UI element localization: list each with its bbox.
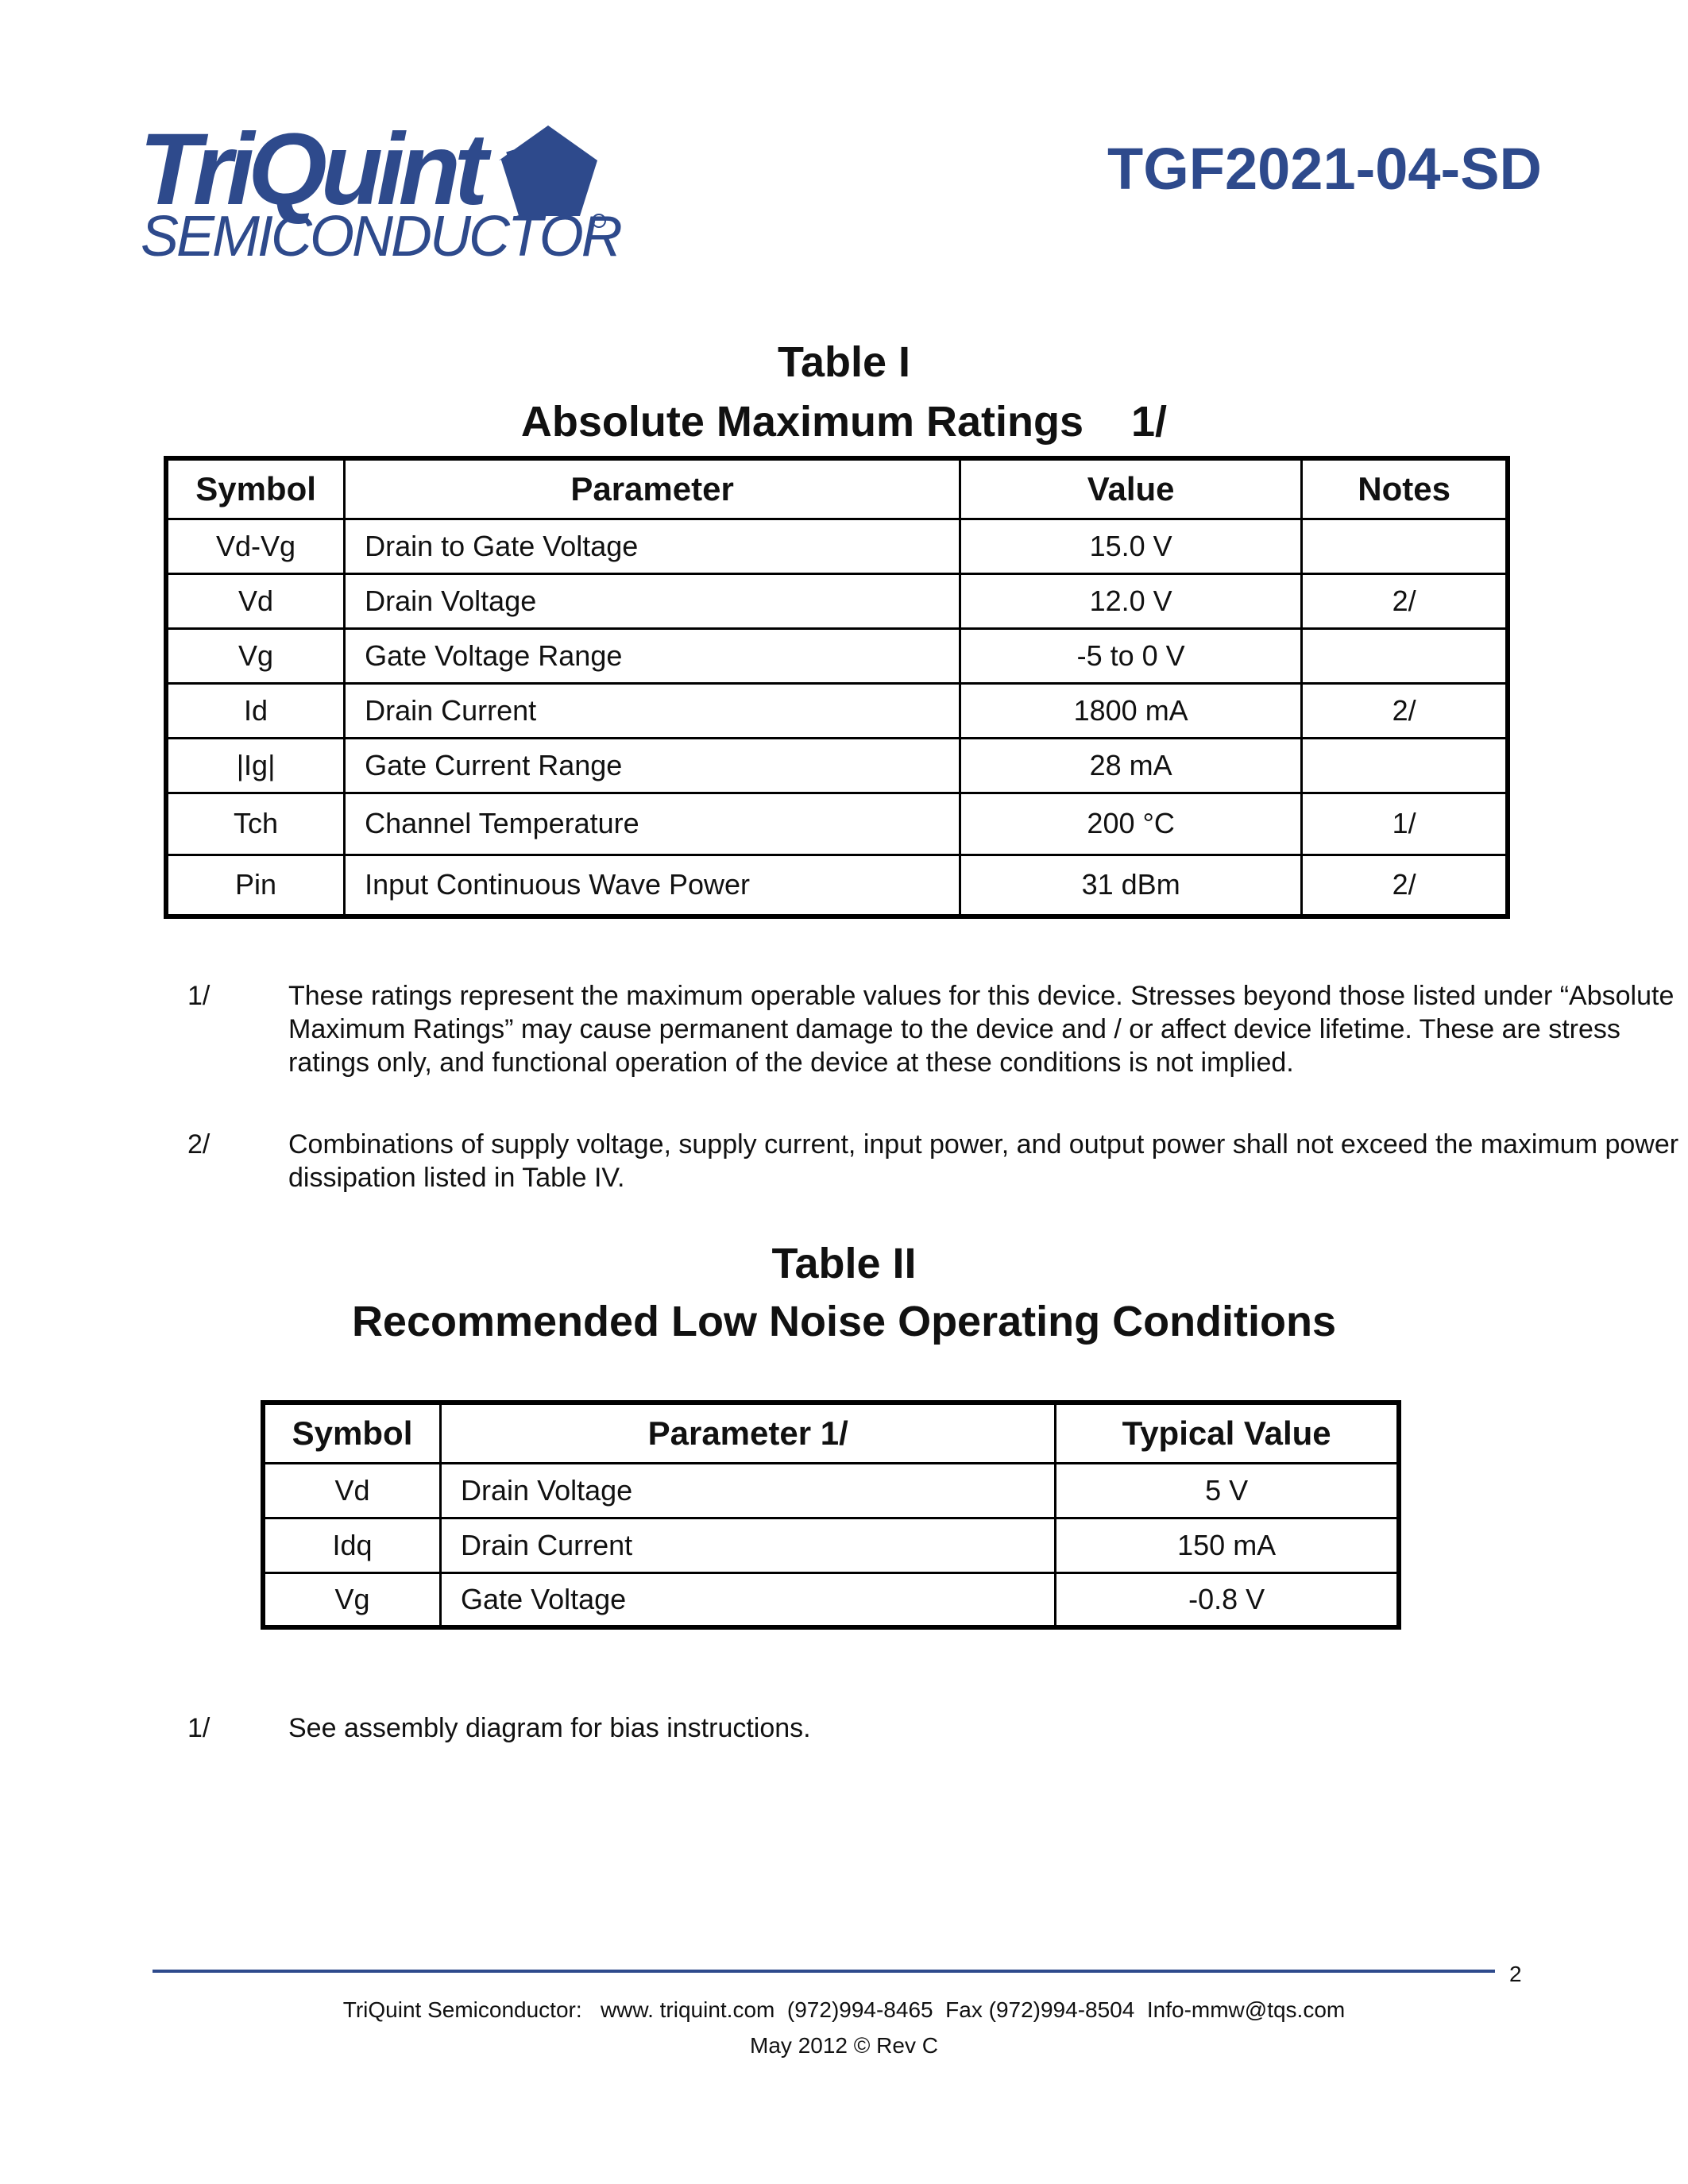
table-row xyxy=(263,1463,1399,1518)
symbol-cell: Id xyxy=(166,683,345,738)
notes-cell: 2/ xyxy=(1302,683,1508,738)
table-header-row xyxy=(166,458,1508,519)
column-header: Symbol xyxy=(166,458,345,519)
notes-cell: 2/ xyxy=(1302,573,1508,628)
column-header: Notes xyxy=(1302,458,1508,519)
table-row xyxy=(166,628,1508,683)
company-logo xyxy=(139,113,620,270)
footnote-number: 1/ xyxy=(187,1713,211,1743)
symbol-cell: Vd xyxy=(166,573,345,628)
parameter-cell: Input Continuous Wave Power xyxy=(345,855,960,916)
footer-contact: TriQuint Semiconductor: www. triquint.com (972)994-8465 Fax (972)994-8504 Info-mmw@tqs.com xyxy=(342,1997,1346,2022)
notes-cell: 1/ xyxy=(1302,793,1508,855)
footnote-text: Combinations of supply voltage, supply current, input power, and output power shall not exceed the maximum power dissipation listed in Table IV. xyxy=(288,1129,1679,1193)
parameter-cell: Gate Voltage xyxy=(441,1572,1056,1627)
footer-divider xyxy=(153,1970,1495,1973)
footnote-text: These ratings represent the maximum operable values for this device. Stresses beyond those listed under “Absolute Maximum Ratings” may cause permanent damage to the device and / or affect device lifetime. These are stress ratings only, and functional operation of the device at these conditions is not implied. xyxy=(288,981,1674,1078)
footer-date-revision: May 2012 © Rev C xyxy=(750,2033,938,2058)
column-header: Parameter 1/ xyxy=(441,1403,1056,1463)
column-header: Typical Value xyxy=(1056,1403,1399,1463)
parameter-cell: Drain Current xyxy=(345,683,960,738)
notes-cell xyxy=(1302,628,1508,683)
symbol-cell: Vd-Vg xyxy=(166,519,345,573)
parameter-cell: Drain Voltage xyxy=(345,573,960,628)
footnote xyxy=(187,979,1688,1122)
table2-subtitle: Recommended Low Noise Operating Conditions xyxy=(351,1298,1337,1345)
column-header: Parameter xyxy=(345,458,960,519)
footnote-text: See assembly diagram for bias instructions. xyxy=(288,1713,811,1743)
value-cell: -0.8 V xyxy=(1056,1572,1399,1627)
footnote-number: 1/ xyxy=(187,981,211,1011)
symbol-cell: Vg xyxy=(263,1572,441,1627)
parameter-cell: Drain Voltage xyxy=(441,1463,1056,1518)
table1-subtitle: Absolute Maximum Ratings 1/ xyxy=(520,398,1168,446)
table-row xyxy=(166,519,1508,573)
symbol-cell: Idq xyxy=(263,1518,441,1572)
table-row xyxy=(263,1572,1399,1627)
page-number: 2 xyxy=(1509,1962,1522,1986)
value-cell: 15.0 V xyxy=(960,519,1302,573)
value-cell: 12.0 V xyxy=(960,573,1302,628)
parameter-cell: Drain Current xyxy=(441,1518,1056,1572)
table-row xyxy=(166,573,1508,628)
symbol-cell: Vg xyxy=(166,628,345,683)
table-row xyxy=(166,738,1508,793)
table-header-row xyxy=(263,1403,1399,1463)
parameter-cell: Drain to Gate Voltage xyxy=(345,519,960,573)
symbol-cell: Tch xyxy=(166,793,345,855)
symbol-cell: Pin xyxy=(166,855,345,916)
value-cell: -5 to 0 V xyxy=(960,628,1302,683)
value-cell: 28 mA xyxy=(960,738,1302,793)
value-cell: 150 mA xyxy=(1056,1518,1399,1572)
recommended-operating-conditions-table xyxy=(261,1400,1401,1630)
table1-title: Table I xyxy=(777,338,911,386)
parameter-cell: Gate Voltage Range xyxy=(345,628,960,683)
table-row xyxy=(166,855,1508,916)
footnote xyxy=(187,1128,1688,1199)
value-cell: 200 °C xyxy=(960,793,1302,855)
symbol-cell: Vd xyxy=(263,1463,441,1518)
logo-sub-text: SEMICONDUCTOR xyxy=(141,205,620,268)
table-row xyxy=(166,793,1508,855)
table2-title: Table II xyxy=(771,1240,917,1287)
parameter-cell: Channel Temperature xyxy=(345,793,960,855)
column-header: Value xyxy=(960,458,1302,519)
table-row xyxy=(166,683,1508,738)
notes-cell xyxy=(1302,519,1508,573)
notes-cell: 2/ xyxy=(1302,855,1508,916)
footnote-number: 2/ xyxy=(187,1129,211,1160)
logo-brand-text: TriQuint xyxy=(139,113,482,226)
symbol-cell: |Ig| xyxy=(166,738,345,793)
absolute-max-ratings-table xyxy=(164,456,1510,919)
table-row xyxy=(263,1518,1399,1572)
value-cell: 31 dBm xyxy=(960,855,1302,916)
footnote xyxy=(187,1711,1688,1751)
part-number: TGF2021-04-SD xyxy=(1107,136,1542,202)
value-cell: 5 V xyxy=(1056,1463,1399,1518)
notes-cell xyxy=(1302,738,1508,793)
column-header: Symbol xyxy=(263,1403,441,1463)
parameter-cell: Gate Current Range xyxy=(345,738,960,793)
value-cell: 1800 mA xyxy=(960,683,1302,738)
